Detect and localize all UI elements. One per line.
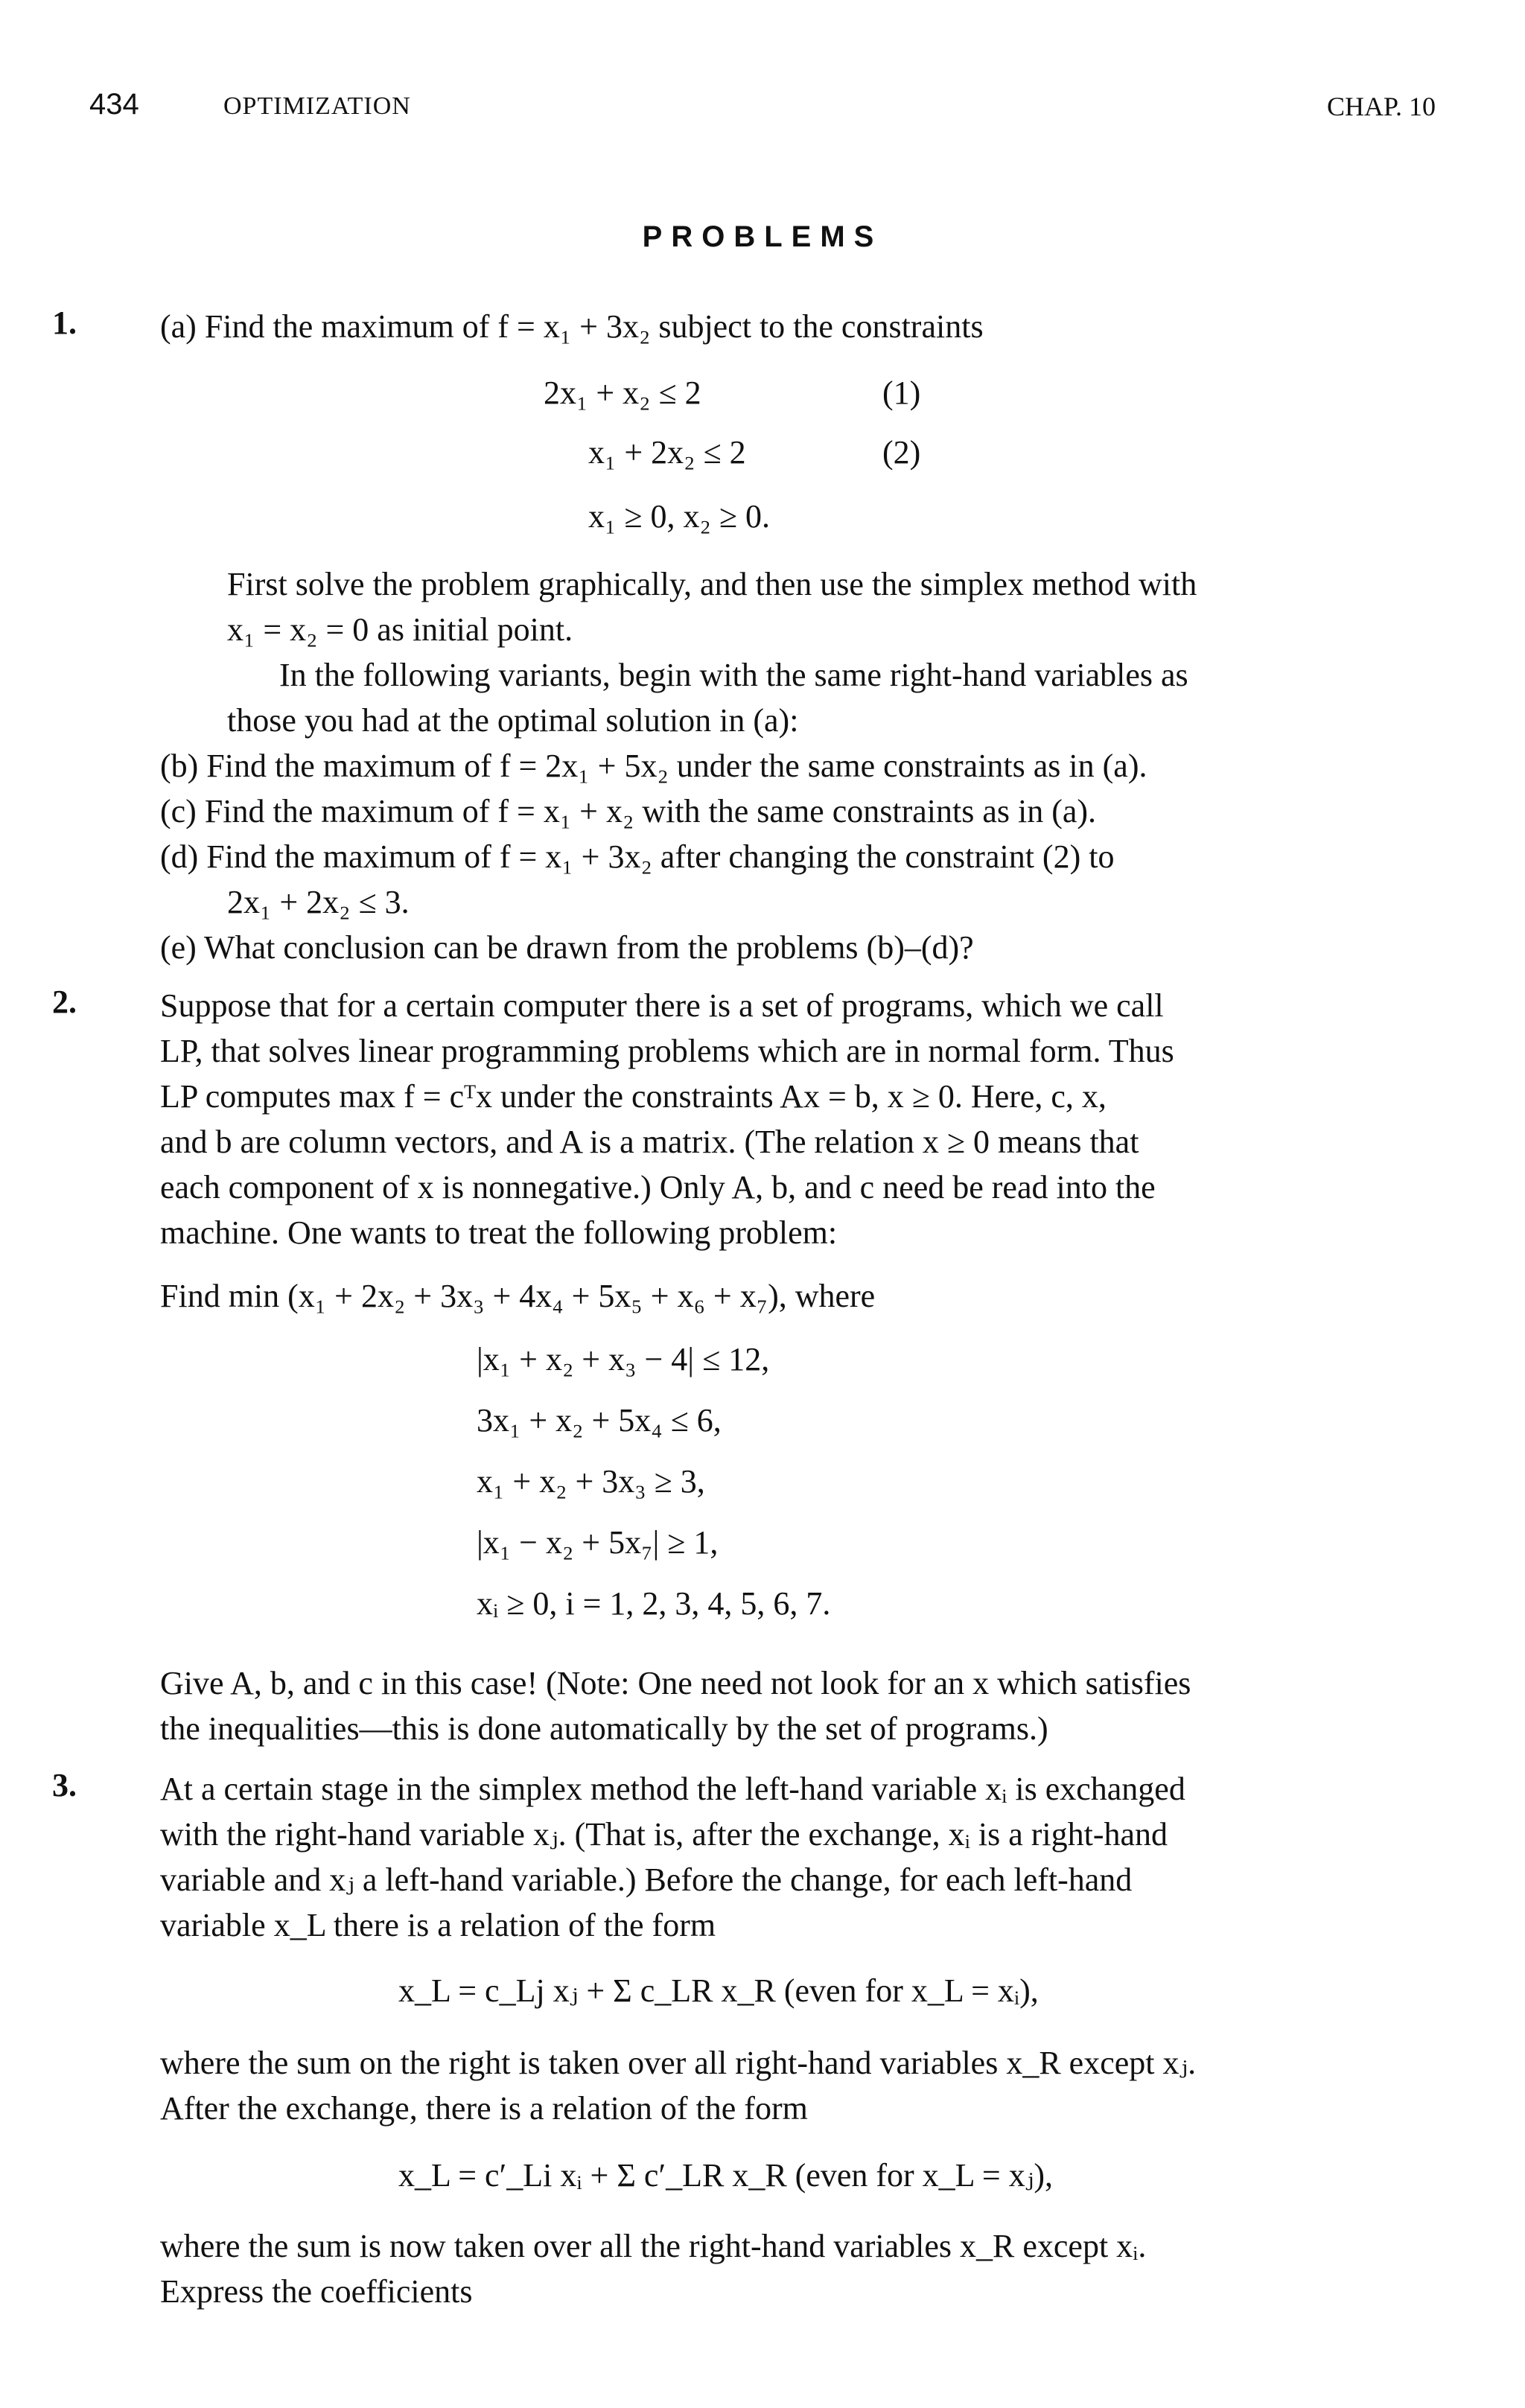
equation-number: (2)	[882, 434, 921, 471]
problem-text-line: with the right-hand variable xⱼ. (That is, after the exchange, xᵢ is a right-hand	[160, 1816, 1168, 1853]
problem-text-line: each component of x is nonnegative.) Only A, b, and c need be read into the	[160, 1169, 1156, 1205]
chapter-label: CHAP. 10	[1326, 92, 1436, 121]
problem-2-closing	[160, 1660, 1426, 1751]
problem-text-line: x₁ = x₂ = 0 as initial point.	[227, 611, 573, 648]
problem-text-line: (b) Find the maximum of f = 2x₁ + 5x₂ under the same constraints as in (a).	[160, 748, 1147, 784]
equation: x₁ + x₂ + 3x₃ ≥ 3,	[477, 1463, 705, 1500]
problem-3	[160, 1766, 1426, 1948]
equation: x₁ + 2x₂ ≤ 2	[588, 434, 746, 471]
problem-text-line: (e) What conclusion can be drawn from the problems (b)–(d)?	[160, 929, 974, 966]
problem-text-line: In the following variants, begin with the same right-hand variables as	[279, 657, 1188, 693]
equation: |x₁ + x₂ + x₃ − 4| ≤ 12,	[477, 1341, 770, 1377]
section-heading: PROBLEMS	[642, 220, 883, 253]
equation: 2x₁ + x₂ ≤ 2	[544, 375, 701, 411]
equation: x_L = c_Lj xⱼ + Σ c_LR x_R (even for x_L = xᵢ),	[398, 1972, 1039, 2009]
equation: 3x₁ + x₂ + 5x₄ ≤ 6,	[477, 1402, 722, 1439]
problem-text-line: Express the coefficients	[160, 2273, 473, 2310]
problem-number: 2.	[52, 984, 77, 1020]
problem-text-line: (c) Find the maximum of f = x₁ + x₂ with the same constraints as in (a).	[160, 793, 1097, 829]
problem-number: 1.	[52, 305, 77, 341]
problem-1-variants	[160, 743, 1426, 970]
equation: xᵢ ≥ 0, i = 1, 2, 3, 4, 5, 6, 7.	[477, 1585, 831, 1622]
problem-3-end	[160, 2223, 1426, 2314]
running-title: OPTIMIZATION	[223, 92, 411, 120]
problem-text-line: Give A, b, and c in this case! (Note: One need not look for an x which satisfies	[160, 1665, 1191, 1701]
problem-text-line: machine. One wants to treat the following problem:	[160, 1214, 838, 1251]
problem-text-line: 2x₁ + 2x₂ ≤ 3.	[227, 884, 410, 920]
problem-number: 3.	[52, 1767, 77, 1803]
problem-text-line: variable x_L there is a relation of the form	[160, 1907, 716, 1943]
problem-text-line: At a certain stage in the simplex method the left-hand variable xᵢ is exchanged	[160, 1771, 1185, 1807]
problem-text-line: and b are column vectors, and A is a matrix. (The relation x ≥ 0 means that	[160, 1124, 1139, 1160]
problem-text-line: the inequalities—this is done automatically by the set of programs.)	[160, 1710, 1048, 1747]
problem-text-line: LP computes max f = cᵀx under the constraints Ax = b, x ≥ 0. Here, c, x,	[160, 1078, 1107, 1115]
equation: x_L = c′_Li xᵢ + Σ c′_LR x_R (even for x_L = xⱼ),	[398, 2157, 1054, 2194]
problem-text-line: Find min (x₁ + 2x₂ + 3x₃ + 4x₄ + 5x₅ + x₆ + x₇), where	[160, 1278, 876, 1314]
problem-3-middle	[160, 2040, 1426, 2131]
problem-1	[160, 304, 1426, 349]
problem-text-line: where the sum is now taken over all the right-hand variables x_R except xᵢ.	[160, 2228, 1147, 2264]
problem-2-statement	[160, 1273, 1426, 1319]
equation-number: (1)	[882, 375, 921, 411]
problem-text-line: Suppose that for a certain computer there is a set of programs, which we call	[160, 987, 1164, 1024]
problem-text-line: LP, that solves linear programming problems which are in normal form. Thus	[160, 1033, 1174, 1069]
problem-text-line: those you had at the optimal solution in (a):	[227, 702, 799, 739]
problem-text-line: where the sum on the right is taken over all right-hand variables x_R except xⱼ.	[160, 2045, 1197, 2081]
problem-text-line: (a) Find the maximum of f = x₁ + 3x₂ subject to the constraints	[160, 308, 984, 345]
equation: |x₁ − x₂ + 5x₇| ≥ 1,	[477, 1524, 719, 1561]
page-number: 434	[89, 88, 139, 121]
problem-text-line: First solve the problem graphically, and then use the simplex method with	[227, 566, 1197, 602]
equation: x₁ ≥ 0, x₂ ≥ 0.	[588, 498, 770, 535]
problem-2	[160, 983, 1426, 1255]
problem-text-line: variable and xⱼ a left-hand variable.) Before the change, for each left-hand	[160, 1861, 1133, 1898]
problem-text-line: After the exchange, there is a relation of the form	[160, 2090, 808, 2127]
problem-text-line: (d) Find the maximum of f = x₁ + 3x₂ after changing the constraint (2) to	[160, 838, 1115, 875]
running-header	[89, 88, 1436, 133]
problem-1-continued	[227, 561, 1419, 743]
